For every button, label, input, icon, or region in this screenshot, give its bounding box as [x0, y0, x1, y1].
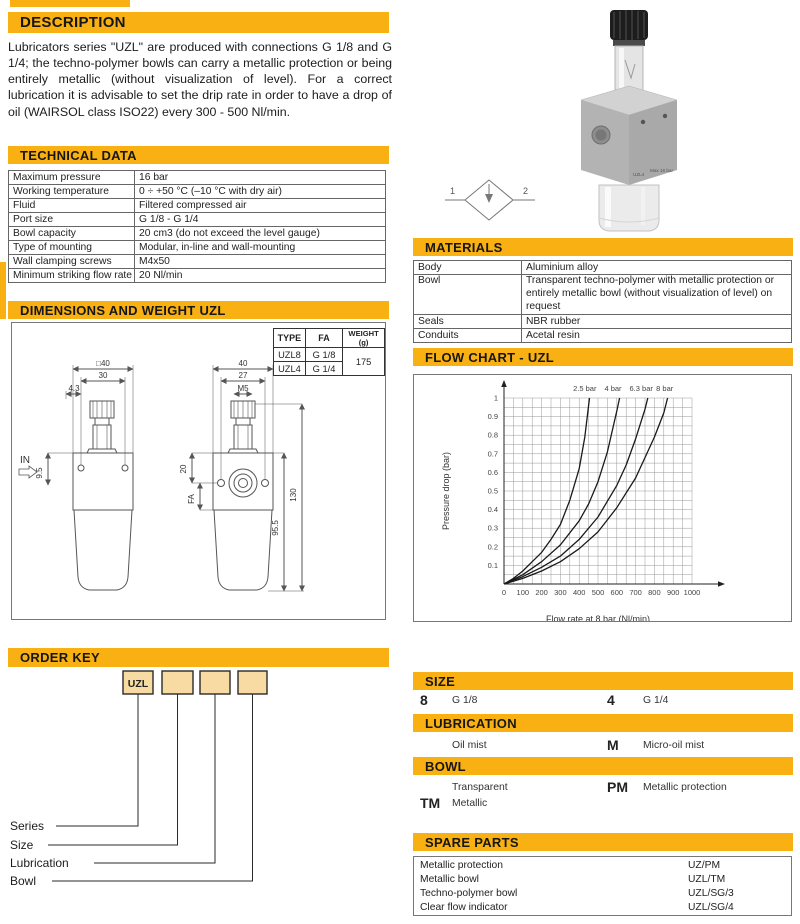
svg-text:0.7: 0.7	[487, 449, 498, 459]
table-row: Maximum pressure 16 bar	[9, 171, 386, 185]
svg-text:800: 800	[648, 588, 661, 597]
section-header-bowl: BOWL	[413, 757, 793, 775]
table-row: Metallic bowl UZL/TM	[420, 874, 726, 885]
svg-text:0.3: 0.3	[487, 523, 498, 533]
bowl-options-row2	[413, 795, 793, 812]
lubrication-label-micro-oil-mist: Micro-oil mist	[643, 740, 705, 751]
section-header-dimensions: DIMENSIONS AND WEIGHT UZL	[8, 301, 389, 319]
size-label-g14: G 1/4	[643, 695, 669, 706]
order-key-series-code: UZL	[127, 678, 149, 690]
order-key-label-bowl: Bowl	[10, 874, 37, 888]
table-row: Seals NBR rubber	[414, 314, 792, 328]
order-key-box-size	[162, 671, 193, 694]
technical-data-table	[8, 170, 386, 283]
svg-text:500: 500	[591, 588, 605, 597]
table-row: Type of mounting Modular, in-line and wall-mounting	[9, 241, 386, 255]
lubricator-symbol	[443, 170, 538, 225]
dim-label: M5	[237, 384, 249, 393]
photo-rating-label: Max 16 bar	[650, 168, 673, 173]
svg-text:700: 700	[629, 588, 642, 597]
svg-text:0.8: 0.8	[487, 430, 498, 440]
svg-text:0.2: 0.2	[487, 542, 498, 552]
dim-label: □40	[96, 359, 110, 368]
dim-label: 20	[179, 464, 188, 474]
table-row: TYPE FA WEIGHT (g)	[274, 329, 385, 348]
bowl-label-metallic: Metallic	[452, 798, 488, 809]
section-header-order-key: ORDER KEY	[8, 648, 389, 667]
size-label-g18: G 1/8	[452, 695, 478, 706]
table-row: Metallic protection UZ/PM	[420, 860, 721, 871]
section-header-lubrication: LUBRICATION	[413, 714, 793, 732]
section-header-size: SIZE	[413, 672, 793, 690]
svg-text:100: 100	[516, 588, 530, 597]
flow-chart-frame	[413, 374, 792, 622]
svg-text:0: 0	[501, 588, 507, 597]
dim-label: 95.5	[271, 520, 280, 536]
order-key-box-lubrication	[200, 671, 230, 694]
svg-text:300: 300	[554, 588, 567, 597]
order-key-label-series: Series	[10, 819, 45, 833]
table-row: Fluid Filtered compressed air	[9, 199, 386, 213]
photo-model-label: UZL4	[633, 172, 645, 177]
dim-label: 30	[98, 371, 108, 380]
dim-label: 9.5	[35, 467, 44, 479]
svg-text:900: 900	[666, 588, 680, 597]
svg-text:Pressure drop (bar): Pressure drop (bar)	[441, 451, 451, 531]
table-row: UZL8 G 1/8 175	[274, 348, 385, 362]
lubrication-label-oil-mist: Oil mist	[452, 740, 487, 751]
table-row: UZL4 G 1/4	[274, 362, 385, 376]
product-photo	[553, 4, 703, 234]
svg-text:1000: 1000	[683, 588, 701, 597]
lubrication-options	[413, 737, 793, 754]
bowl-label-transparent: Transparent	[452, 782, 508, 793]
svg-text:0.1: 0.1	[487, 560, 498, 570]
table-row: Bowl capacity 20 cm3 (do not exceed the level gauge)	[9, 227, 386, 241]
type-weight-table	[273, 328, 385, 376]
svg-text:4 bar: 4 bar	[604, 384, 622, 393]
svg-text:Flow rate at 8 bar (Nl/min): Flow rate at 8 bar (Nl/min)	[545, 614, 651, 621]
svg-text:0.5: 0.5	[487, 486, 498, 496]
svg-text:2.5 bar: 2.5 bar	[573, 384, 597, 393]
svg-text:0.4: 0.4	[487, 505, 498, 515]
flow-chart	[414, 375, 791, 621]
table-row: Techno-polymer bowl UZL/SG/3	[420, 888, 734, 899]
table-row: Port size G 1/8 - G 1/4	[9, 213, 386, 227]
dim-label: 40	[238, 359, 248, 368]
order-key-label-lubrication: Lubrication	[10, 856, 69, 870]
table-row: Minimum striking flow rate 20 Nl/min	[9, 269, 386, 283]
section-header-materials: MATERIALS	[413, 238, 793, 256]
description-text: Lubricators series "UZL" are produced with connections G 1/8 and G 1/4; the techno-polymer bowls can carry a metallic protection or being entirely metallic (without visualization of level). For a correct lubrication it is advisable to set the drip rate in order to have a drop of oil (WAIRSOL class ISO22) every 300 - 500 Nl/min.	[8, 40, 392, 119]
spare-parts-table	[413, 856, 792, 916]
dim-label: 27	[238, 371, 248, 380]
table-row: Clear flow indicator UZL/SG/4	[420, 902, 734, 913]
bowl-label-metallic-protection: Metallic protection	[643, 782, 727, 793]
order-key-box-bowl	[238, 671, 267, 694]
svg-text:600: 600	[610, 588, 624, 597]
symbol-port-1: 1	[450, 186, 456, 196]
table-row: Wall clamping screws M4x50	[9, 255, 386, 269]
svg-text:1: 1	[493, 393, 498, 403]
dim-label: 4.3	[68, 384, 80, 393]
section-header-flow-chart: FLOW CHART - UZL	[413, 348, 793, 366]
in-port-label: IN	[20, 455, 30, 466]
svg-text:8 bar: 8 bar	[656, 384, 674, 393]
table-row: Conduits Acetal resin	[414, 328, 792, 342]
bowl-code-pm: PM	[607, 779, 628, 795]
table-row: Working temperature 0 ÷ +50 °C (–10 °C with dry air)	[9, 185, 386, 199]
table-row: Bowl Transparent techno-polymer with metallic protection or entirely metallic bowl (without visualization of level) on request	[414, 275, 792, 315]
page-edge-tab	[0, 262, 6, 319]
section-header-description: DESCRIPTION	[8, 12, 389, 33]
size-code-8: 8	[420, 692, 428, 708]
lubrication-code-m: M	[607, 737, 619, 753]
materials-table	[413, 260, 792, 343]
svg-text:400: 400	[572, 588, 586, 597]
symbol-port-2: 2	[523, 186, 529, 196]
size-options	[413, 692, 793, 709]
table-row: Body Aluminium alloy	[414, 261, 792, 275]
order-key-diagram	[8, 668, 390, 893]
size-code-4: 4	[607, 692, 615, 708]
svg-text:0.6: 0.6	[487, 467, 498, 477]
section-header-technical-data: TECHNICAL DATA	[8, 146, 389, 164]
section-header-spare-parts: SPARE PARTS	[413, 833, 793, 851]
svg-text:6.3 bar: 6.3 bar	[629, 384, 653, 393]
page-edge-fragment	[10, 0, 130, 7]
dim-label: FA	[187, 494, 196, 504]
bowl-code-tm: TM	[420, 795, 441, 811]
bowl-options-row1	[413, 779, 793, 796]
svg-text:200: 200	[535, 588, 548, 597]
dim-label: 130	[289, 488, 298, 502]
svg-text:0.9: 0.9	[487, 412, 498, 422]
order-key-label-size: Size	[10, 838, 34, 852]
